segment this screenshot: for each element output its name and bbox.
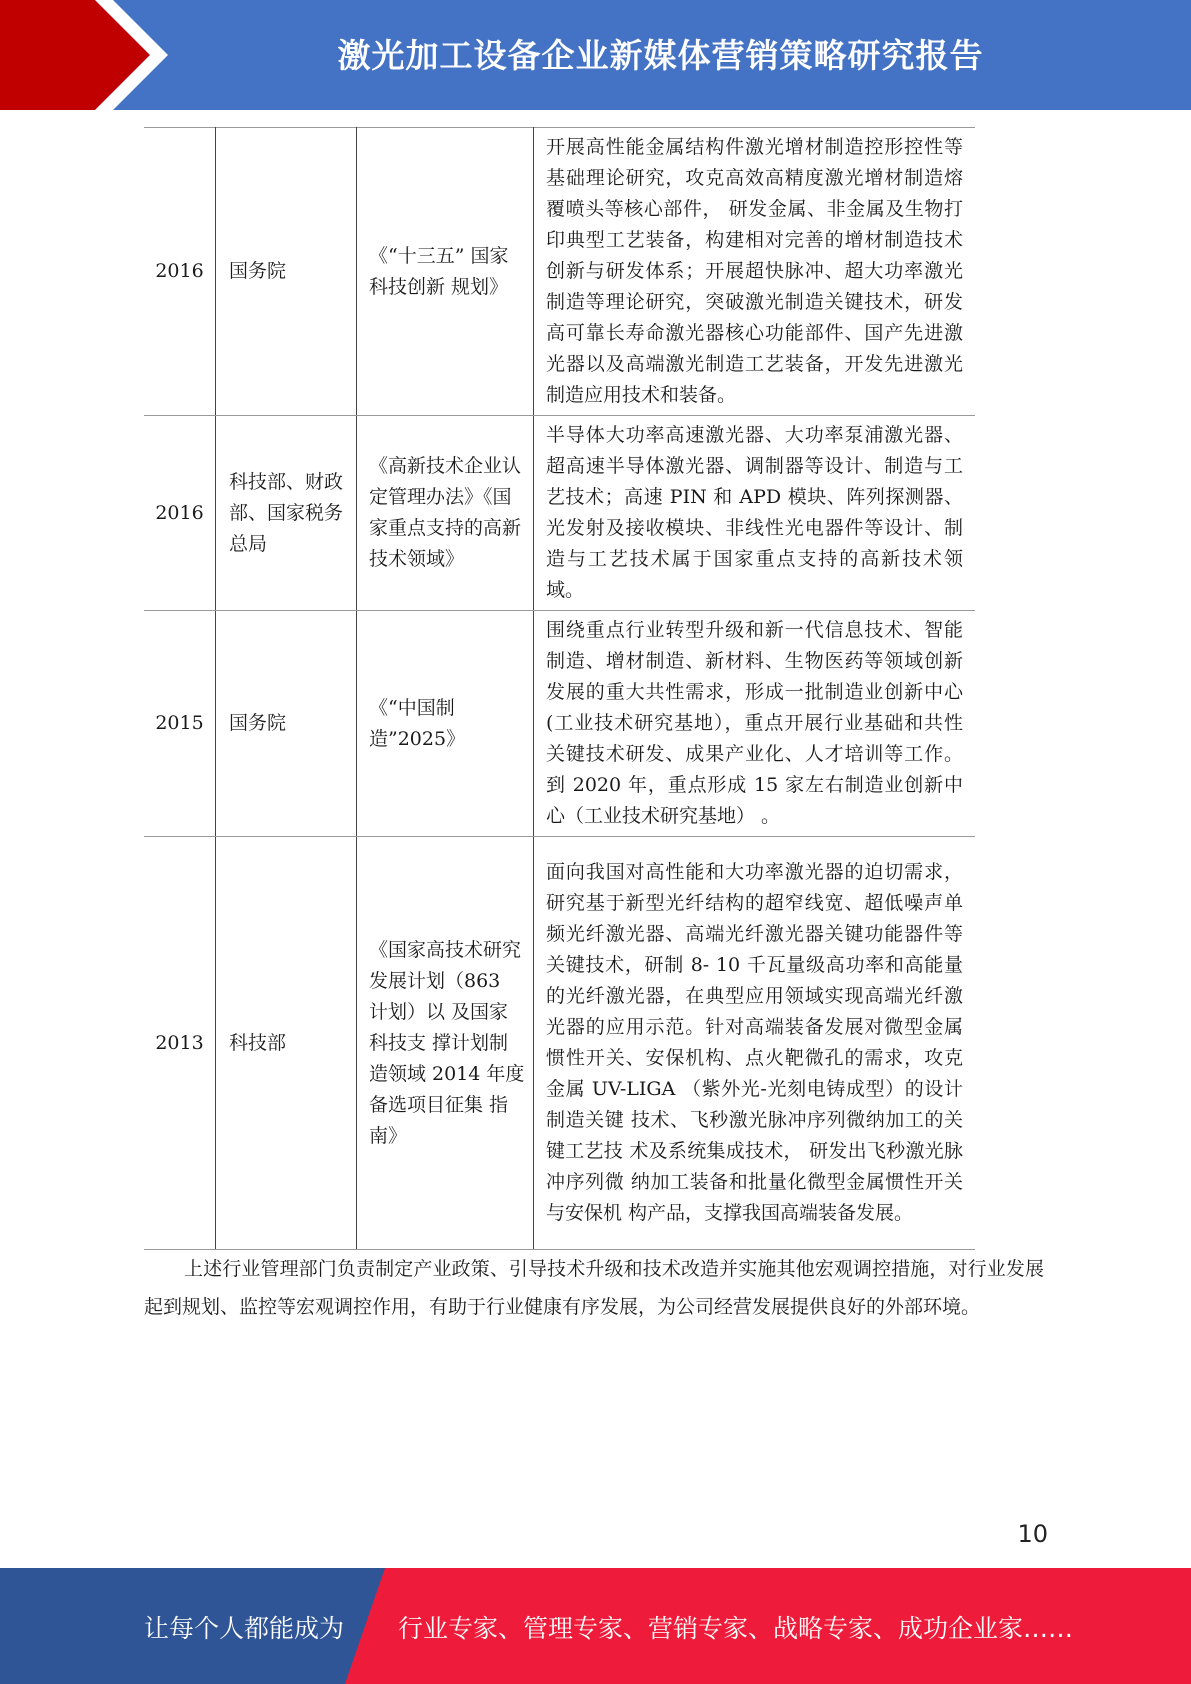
document-cell: 《高新技术企业认定管理办法》《国家重点支持的高新技术领域》 (357, 416, 534, 611)
document-cell: 《国家高技术研究发展计划（863 计划）以 及国家科技支 撑计划制造领域 2014 年度备选项目征集 指南》 (357, 837, 534, 1250)
department-cell: 科技部、财政部、国家税务总局 (216, 416, 357, 611)
policy-table (144, 127, 975, 1250)
description-cell: 围绕重点行业转型升级和新一代信息技术、智能制造、增材制造、新材料、生物医药等领域创新发展的重大共性需求，形成一批制造业创新中心(工业技术研究基地），重点开展行业基础和共性 关键技术研发、成果产业化、人才培训等工作。 到 2020 年，重点形成 15 家左右制造业创新中心（工业技术研究基地） 。 (534, 611, 976, 837)
document-cell: 《“十三五” 国家科技创新 规划》 (357, 128, 534, 416)
year-cell: 2016 (144, 416, 216, 611)
year-cell: 2015 (144, 611, 216, 837)
header-title: 激光加工设备企业新媒体营销策略研究报告 (337, 36, 984, 75)
description-cell: 半导体大功率高速激光器、大功率泵浦激光器、超高速半导体激光器、调制器等设计、制造与工艺技术；高速 PIN 和 APD 模块、阵列探测器、光发射及接收模块、非线性光电器件等设计、制造与工艺技术属于国家重点支持的高新技术领域。 (534, 416, 976, 611)
page-footer (0, 1568, 1191, 1684)
page-header (0, 0, 1191, 110)
department-cell: 国务院 (216, 128, 357, 416)
year-cell: 2016 (144, 128, 216, 416)
table-row (144, 128, 975, 416)
table-row (144, 837, 975, 1250)
body-paragraph: 上述行业管理部门负责制定产业政策、引导技术升级和技术改造并实施其他宏观调控措施，对行业发展起到规划、监控等宏观调控作用，有助于行业健康有序发展，为公司经营发展提供良好的外部环境。 (144, 1258, 1044, 1318)
description-cell: 开展高性能金属结构件激光增材制造控形控性等基础理论研究，攻克高效高精度激光增材制造熔覆喷头等核心部件， 研发金属、非金属及生物打印典型工艺装备，构建相对完善的增材制造技术创新与研发体系；开展超快脉冲、超大功率激光制造等理论研究，突破激光制造关键技术，研发高可靠长寿命激光器核心功能部件、国产先进激光器以及高端激光制造工艺装备，开发先进激光制造应用技术和装备。 (534, 128, 976, 416)
department-cell: 国务院 (216, 611, 357, 837)
table-row (144, 416, 975, 611)
year-cell: 2013 (144, 837, 216, 1250)
footer-slogan-left: 让每个人都能成为 (144, 1614, 345, 1643)
page-number: 10 (1017, 1520, 1048, 1548)
document-cell: 《“中国制造”2025》 (357, 611, 534, 837)
footer-slogan-right: 行业专家、管理专家、营销专家、战略专家、成功企业家…… (398, 1614, 1074, 1643)
department-cell: 科技部 (216, 837, 357, 1250)
table-row (144, 611, 975, 837)
description-cell: 面向我国对高性能和大功率激光器的迫切需求，研究基于新型光纤结构的超窄线宽、超低噪声单频光纤激光器、高端光纤激光器关键功能器件等关键技术，研制 8- 10 千瓦量级高功率和高能量的光纤激光器，在典型应用领域实现高端光纤激光器的应用示范。针对高端装备发展对微型金属惯性开关、安保机构、点火靶微孔的需求，攻克金属 UV-LIGA （紫外光-光刻电铸成型）的设计制造关键 技术、飞秒激光脉冲序列微纳加工的关键工艺技 术及系统集成技术， 研发出飞秒激光脉冲序列微 纳加工装备和批量化微型金属惯性开关与安保机 构产品，支撑我国高端装备发展。 (534, 837, 976, 1250)
